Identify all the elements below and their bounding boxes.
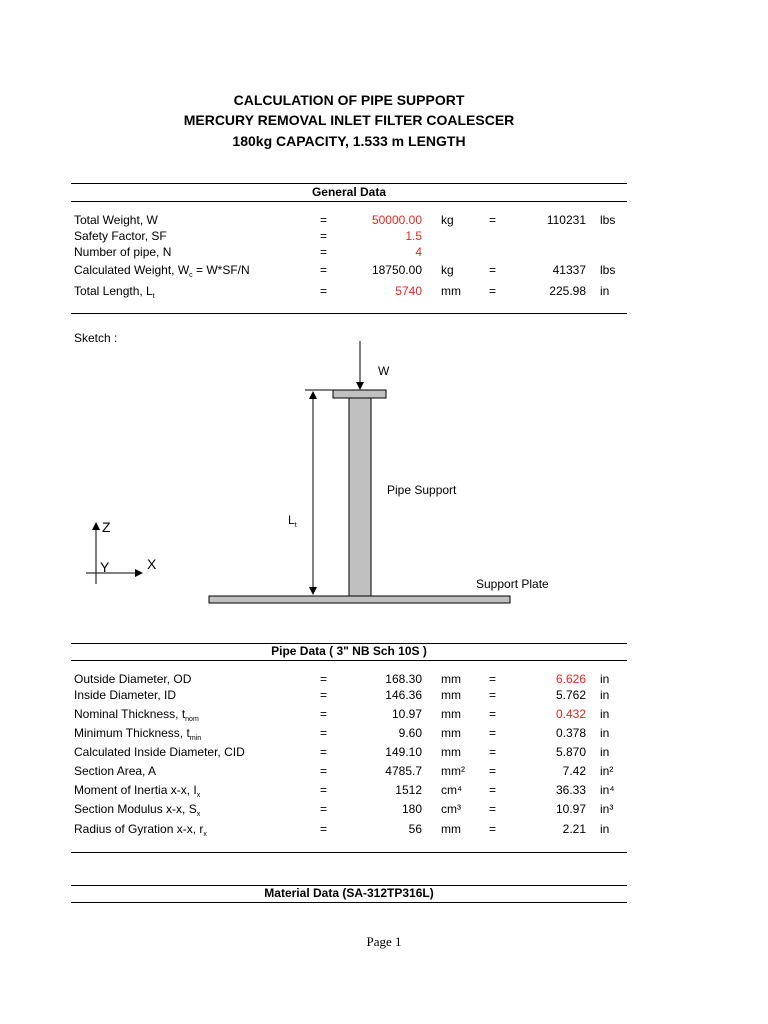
- divider: [71, 313, 627, 314]
- row-label: Inside Diameter, ID: [74, 688, 177, 702]
- unit: lbs: [600, 213, 616, 227]
- general-row-total-weight: [0, 213, 768, 229]
- pipe-row-radius-of-gyration: [0, 822, 768, 838]
- pipe-row-section-modulus: [0, 802, 768, 818]
- input-value: 1.5: [405, 229, 422, 243]
- equals-sign: =: [320, 245, 328, 259]
- converted-value: 225.98: [549, 284, 586, 298]
- unit: kg: [441, 213, 454, 227]
- unit: cm³: [441, 802, 461, 816]
- support-plate: [209, 596, 510, 603]
- equals-sign: =: [320, 764, 328, 778]
- equals-sign: =: [320, 802, 328, 816]
- input-value: 4: [415, 245, 422, 259]
- row-label: Calculated Inside Diameter, CID: [74, 745, 245, 759]
- pipe-row-section-area: [0, 764, 768, 780]
- equals-sign: =: [489, 745, 497, 759]
- unit: in: [600, 284, 610, 298]
- value-imperial: 5.870: [555, 745, 586, 759]
- unit: mm²: [441, 764, 465, 778]
- value-imperial: 5.762: [555, 688, 586, 702]
- y-axis-label: Y: [100, 559, 110, 575]
- row-label: Number of pipe, N: [74, 245, 172, 259]
- general-row-number-of-pipe: [0, 245, 768, 261]
- value-metric: 9.60: [398, 726, 422, 740]
- input-value: 5740: [395, 284, 422, 298]
- unit: mm: [441, 688, 461, 702]
- unit: in⁴: [600, 783, 615, 797]
- equals-sign: =: [320, 707, 328, 721]
- row-label: Total Length, $L_t$: [74, 284, 155, 300]
- equals-sign: =: [320, 263, 328, 277]
- unit: kg: [441, 263, 454, 277]
- equals-sign: =: [320, 726, 328, 740]
- divider: [71, 201, 627, 202]
- row-label: Outside Diameter, OD: [74, 672, 192, 686]
- divider: [71, 660, 627, 661]
- general-row-safety-factor: [0, 229, 768, 245]
- value-metric: 146.36: [385, 688, 422, 702]
- unit: in²: [600, 764, 614, 778]
- equals-sign: =: [489, 802, 497, 816]
- general-row-calculated-weight: [0, 263, 768, 279]
- value-imperial: 7.42: [562, 764, 586, 778]
- row-label: Section Area, A: [74, 764, 157, 778]
- equals-sign: =: [320, 688, 328, 702]
- equals-sign: =: [320, 284, 328, 298]
- pipe-row-inside-diameter: [0, 688, 768, 704]
- equals-sign: =: [489, 764, 497, 778]
- input-value: 50000.00: [371, 213, 422, 227]
- unit: cm⁴: [441, 783, 463, 797]
- equals-sign: =: [320, 229, 328, 243]
- value-metric: 149.10: [385, 745, 422, 759]
- unit: mm: [441, 745, 461, 759]
- value-imperial: 36.33: [555, 783, 586, 797]
- unit: mm: [441, 284, 461, 298]
- row-label: Radius of Gyration x-x, $r_x$: [74, 822, 207, 838]
- load-label: W: [378, 364, 390, 378]
- equals-sign: =: [320, 672, 328, 686]
- top-plate: [333, 390, 386, 398]
- divider: [71, 852, 627, 853]
- equals-sign: =: [489, 726, 497, 740]
- pipe-row-moment-of-inertia: [0, 783, 768, 799]
- value-metric: 1512: [395, 783, 422, 797]
- pipe-row-calculated-inside-diameter: [0, 745, 768, 761]
- equals-sign: =: [489, 672, 497, 686]
- value-imperial: 10.97: [555, 802, 586, 816]
- row-label: Nominal Thickness, $t_{nom}$: [74, 707, 199, 723]
- calculated-value: 18750.00: [371, 263, 422, 277]
- equals-sign: =: [489, 707, 497, 721]
- equals-sign: =: [489, 688, 497, 702]
- x-axis-label: X: [147, 556, 157, 572]
- title-line-3: 180kg CAPACITY, 1.533 m LENGTH: [232, 133, 466, 149]
- pipe-row-outside-diameter: [0, 672, 768, 688]
- pipe-support-column: [349, 398, 371, 596]
- unit: lbs: [600, 263, 616, 277]
- unit: mm: [441, 726, 461, 740]
- material-data-heading: Material Data (SA-312TP316L): [264, 886, 434, 900]
- equals-sign: =: [489, 822, 497, 836]
- value-metric: 180: [401, 802, 422, 816]
- value-metric: 10.97: [391, 707, 422, 721]
- converted-value: 41337: [552, 263, 586, 277]
- converted-value: 110231: [546, 213, 586, 227]
- unit: mm: [441, 822, 461, 836]
- title-line-1: CALCULATION OF PIPE SUPPORT: [233, 92, 465, 108]
- row-label: Section Modulus x-x, $S_x$: [74, 802, 201, 818]
- general-data-heading: General Data: [311, 185, 387, 199]
- sketch-label: Sketch :: [74, 331, 118, 345]
- equals-sign: =: [320, 745, 328, 759]
- unit: in: [600, 688, 610, 702]
- row-label: Moment of Inertia x-x, $I_x$: [74, 783, 201, 799]
- pipe-support-label: Pipe Support: [387, 483, 457, 497]
- unit: in: [600, 707, 610, 721]
- equals-sign: =: [320, 822, 328, 836]
- unit: mm: [441, 707, 461, 721]
- z-axis-label: Z: [102, 519, 111, 535]
- equals-sign: =: [320, 783, 328, 797]
- unit: in: [600, 726, 610, 740]
- pipe-data-heading: Pipe Data ( 3" NB Sch 10S ): [271, 644, 427, 658]
- unit: in: [600, 822, 610, 836]
- equals-sign: =: [489, 284, 497, 298]
- unit: in: [600, 672, 610, 686]
- value-imperial: 2.21: [562, 822, 586, 836]
- pipe-row-minimum-thickness: [0, 726, 768, 742]
- equals-sign: =: [489, 783, 497, 797]
- value-imperial: 0.432: [555, 707, 586, 721]
- value-imperial: 0.378: [555, 726, 586, 740]
- pipe-row-nominal-thickness: [0, 707, 768, 723]
- title-line-2: MERCURY REMOVAL INLET FILTER COALESCER: [183, 112, 515, 128]
- page-number: Page 1: [366, 934, 402, 949]
- unit: in: [600, 745, 610, 759]
- support-plate-label: Support Plate: [476, 577, 549, 591]
- equals-sign: =: [320, 213, 328, 227]
- unit: mm: [441, 672, 461, 686]
- unit: in³: [600, 802, 614, 816]
- value-metric: 4785.7: [385, 764, 422, 778]
- length-label: $L_t$: [288, 513, 297, 529]
- equals-sign: =: [489, 263, 497, 277]
- value-metric: 168.30: [385, 672, 422, 686]
- row-label: Total Weight, W: [74, 213, 158, 227]
- value-metric: 56: [408, 822, 422, 836]
- row-label: Calculated Weight, $W_c = W*SF/N$: [74, 263, 250, 279]
- row-label: Minimum Thickness, $t_{min}$: [74, 726, 202, 742]
- value-imperial: 6.626: [555, 672, 586, 686]
- row-label: Safety Factor, SF: [74, 229, 167, 243]
- divider: [71, 902, 627, 903]
- general-row-total-length: [0, 284, 768, 300]
- equals-sign: =: [489, 213, 497, 227]
- divider: [71, 183, 627, 184]
